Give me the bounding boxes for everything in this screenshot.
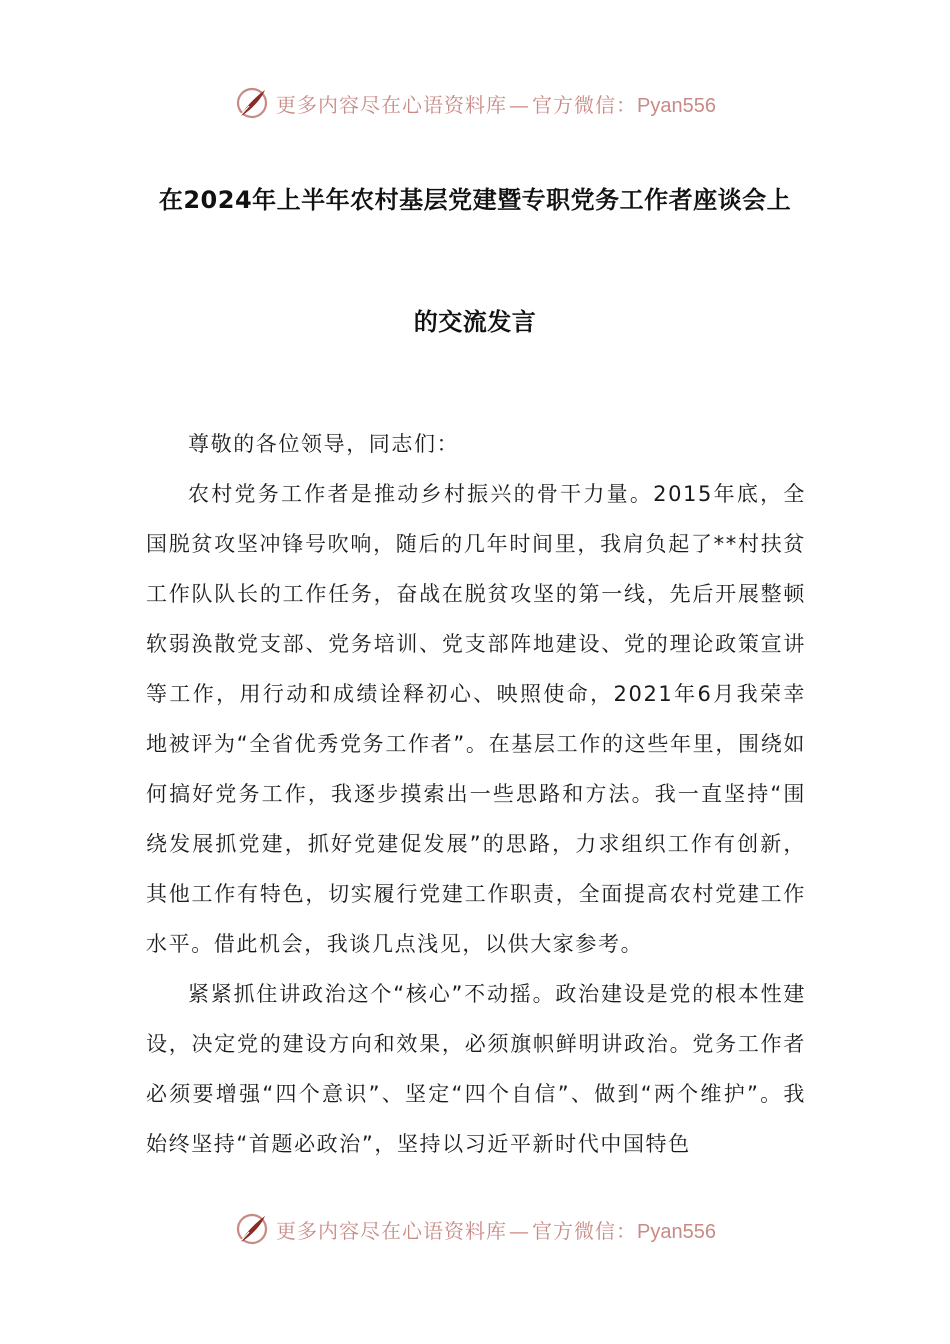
header-watermark — [0, 83, 950, 123]
quill-pen-logo-icon — [234, 1211, 270, 1247]
watermark-text — [276, 89, 716, 118]
watermark-text — [276, 1215, 716, 1244]
body-paragraph-2: 紧紧抓住讲政治这个“核心”不动摇。政治建设是党的根本性建设，决定党的建设方向和效果，必须旗帜鲜明讲政治。党务工作者必须要增强“四个意识”、坚定“四个自信”、做到“两个维护”。我始终坚持“首题必政治”，坚持以习近平新时代中国特色 — [146, 982, 806, 1156]
watermark-id: Pyan556 — [637, 1220, 716, 1243]
document-body — [146, 419, 806, 1169]
watermark-main: 更多内容尽在心语资料库 — [276, 1218, 508, 1243]
greeting-paragraph: 尊敬的各位领导，同志们： — [188, 432, 460, 456]
footer-watermark — [0, 1209, 950, 1249]
watermark-dash: — — [509, 92, 531, 117]
quill-pen-logo-icon — [234, 85, 270, 121]
watermark-id: Pyan556 — [637, 94, 716, 117]
document-title-line-1: 在2024年上半年农村基层党建暨专职党务工作者座谈会上 — [158, 186, 792, 214]
body-paragraph-1: 农村党务工作者是推动乡村振兴的骨干力量。2015年底，全国脱贫攻坚冲锋号吹响，随后的几年时间里，我肩负起了**村扶贫工作队队长的工作任务，奋战在脱贫攻坚的第一线，先后开展整顿软弱涣散党支部、党务培训、党支部阵地建设、党的理论政策宣讲等工作，用行动和成绩诠释初心、映照使命，2021年6月我荣幸地被评为“全省优秀党务工作者”。在基层工作的这些年里，围绕如何搞好党务工作，我逐步摸索出一些思路和方法。我一直坚持“围绕发展抓党建，抓好党建促发展”的思路，力求组织工作有创新，其他工作有特色，切实履行党建工作职责，全面提高农村党建工作水平。借此机会，我谈几点浅见，以供大家参考。 — [146, 482, 806, 956]
watermark-wechat-label: 官方微信： — [532, 1218, 638, 1243]
document-title-line-2: 的交流发言 — [413, 308, 537, 336]
watermark-wechat-label: 官方微信： — [532, 92, 638, 117]
watermark-dash: — — [509, 1218, 531, 1243]
watermark-main: 更多内容尽在心语资料库 — [276, 92, 508, 117]
